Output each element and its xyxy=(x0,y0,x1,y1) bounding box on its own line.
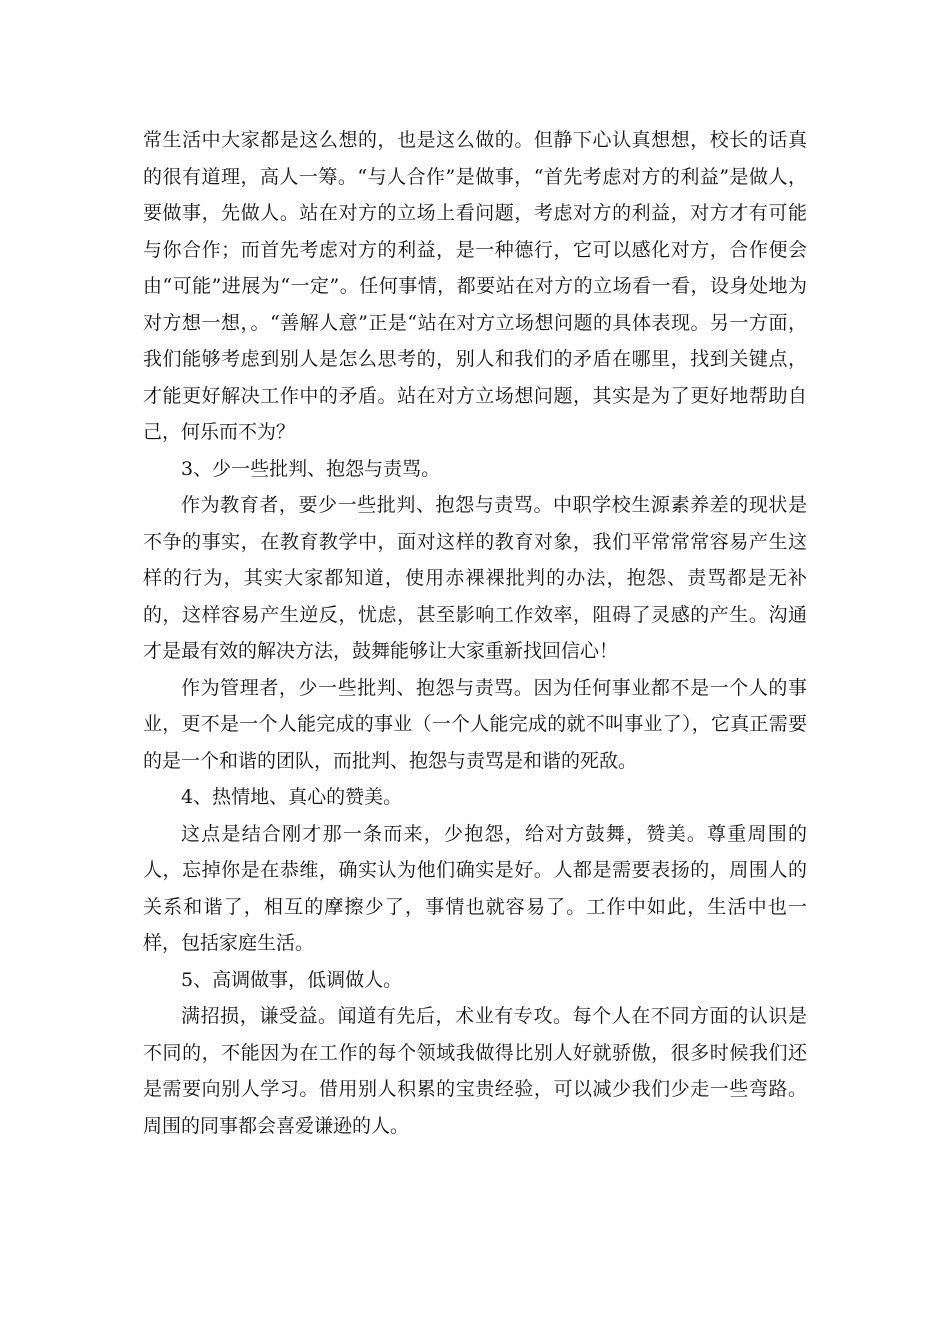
heading-3: 3、少一些批判、抱怨与责骂。 xyxy=(181,457,441,480)
heading-4: 4、热情地、真心的赞美。 xyxy=(181,786,403,808)
paragraph-manager: 作为管理者，少一些批判、抱怨与责骂。因为任何事业都不是一个人的事业，更不是一个人能完成的事业（一个人能完成的就不叫事业了），它真正需要的是一个和谐的团队，而批判、抱怨与责骂是和谐的死敌。 xyxy=(143,676,807,772)
paragraph-1: 常生活中大家都是这么想的，也是这么做的。但静下心认真想想，校长的话真的很有道理，高人一筹。“与人合作”是做事，“首先考虑对方的利益”是做人，要做事，先做人。站在对方的立场上看问题，考虑对方的利益，对方才有可能与你合作；而首先考虑对方的利益，是一种德行，它可以感化对方，合作便会由“可能”进展为“一定”。任何事情，都要站在对方的立场看一看，设身处地为对方想一想，。“善解人意”正是“站在对方立场想问题的具体表现。另一方面，我们能够考虑到别人是怎么思考的，别人和我们的矛盾在哪里，找到关键点，才能更好解决工作中的矛盾。站在对方立场想问题，其实是为了更好地帮助自己，何乐而不为？ xyxy=(143,129,807,443)
heading-5: 5、高调做事，低调做人。 xyxy=(181,968,403,991)
document-body xyxy=(143,122,807,1144)
paragraph-educator: 作为教育者，要少一些批判、抱怨与责骂。中职学校生源素养差的现状是不争的事实，在教育教学中，面对这样的教育对象，我们平常常常容易产生这样的行为，其实大家都知道，使用赤裸裸批判的办法，抱怨、责骂都是无补的，这样容易产生逆反，忧虑，甚至影响工作效率，阻碍了灵感的产生。沟通才是最有效的解决方法，鼓舞能够让大家重新找回信心！ xyxy=(143,494,807,662)
paragraph-humble: 满招损，谦受益。闻道有先后，术业有专攻。每个人在不同方面的认识是不同的，不能因为在工作的每个领域我做得比别人好就骄傲，很多时候我们还是需要向别人学习。借用别人积累的宝贵经验，可以减少我们少走一些弯路。周围的同事都会喜爱谦逊的人。 xyxy=(143,1005,807,1137)
paragraph-praise: 这点是结合刚才那一条而来，少抱怨，给对方鼓舞，赞美。尊重周围的人，忘掉你是在恭维，确实认为他们确实是好。人都是需要表扬的，周围人的关系和谐了，相互的摩擦少了，事情也就容易了。工作中如此，生活中也一样，包括家庭生活。 xyxy=(143,822,807,954)
